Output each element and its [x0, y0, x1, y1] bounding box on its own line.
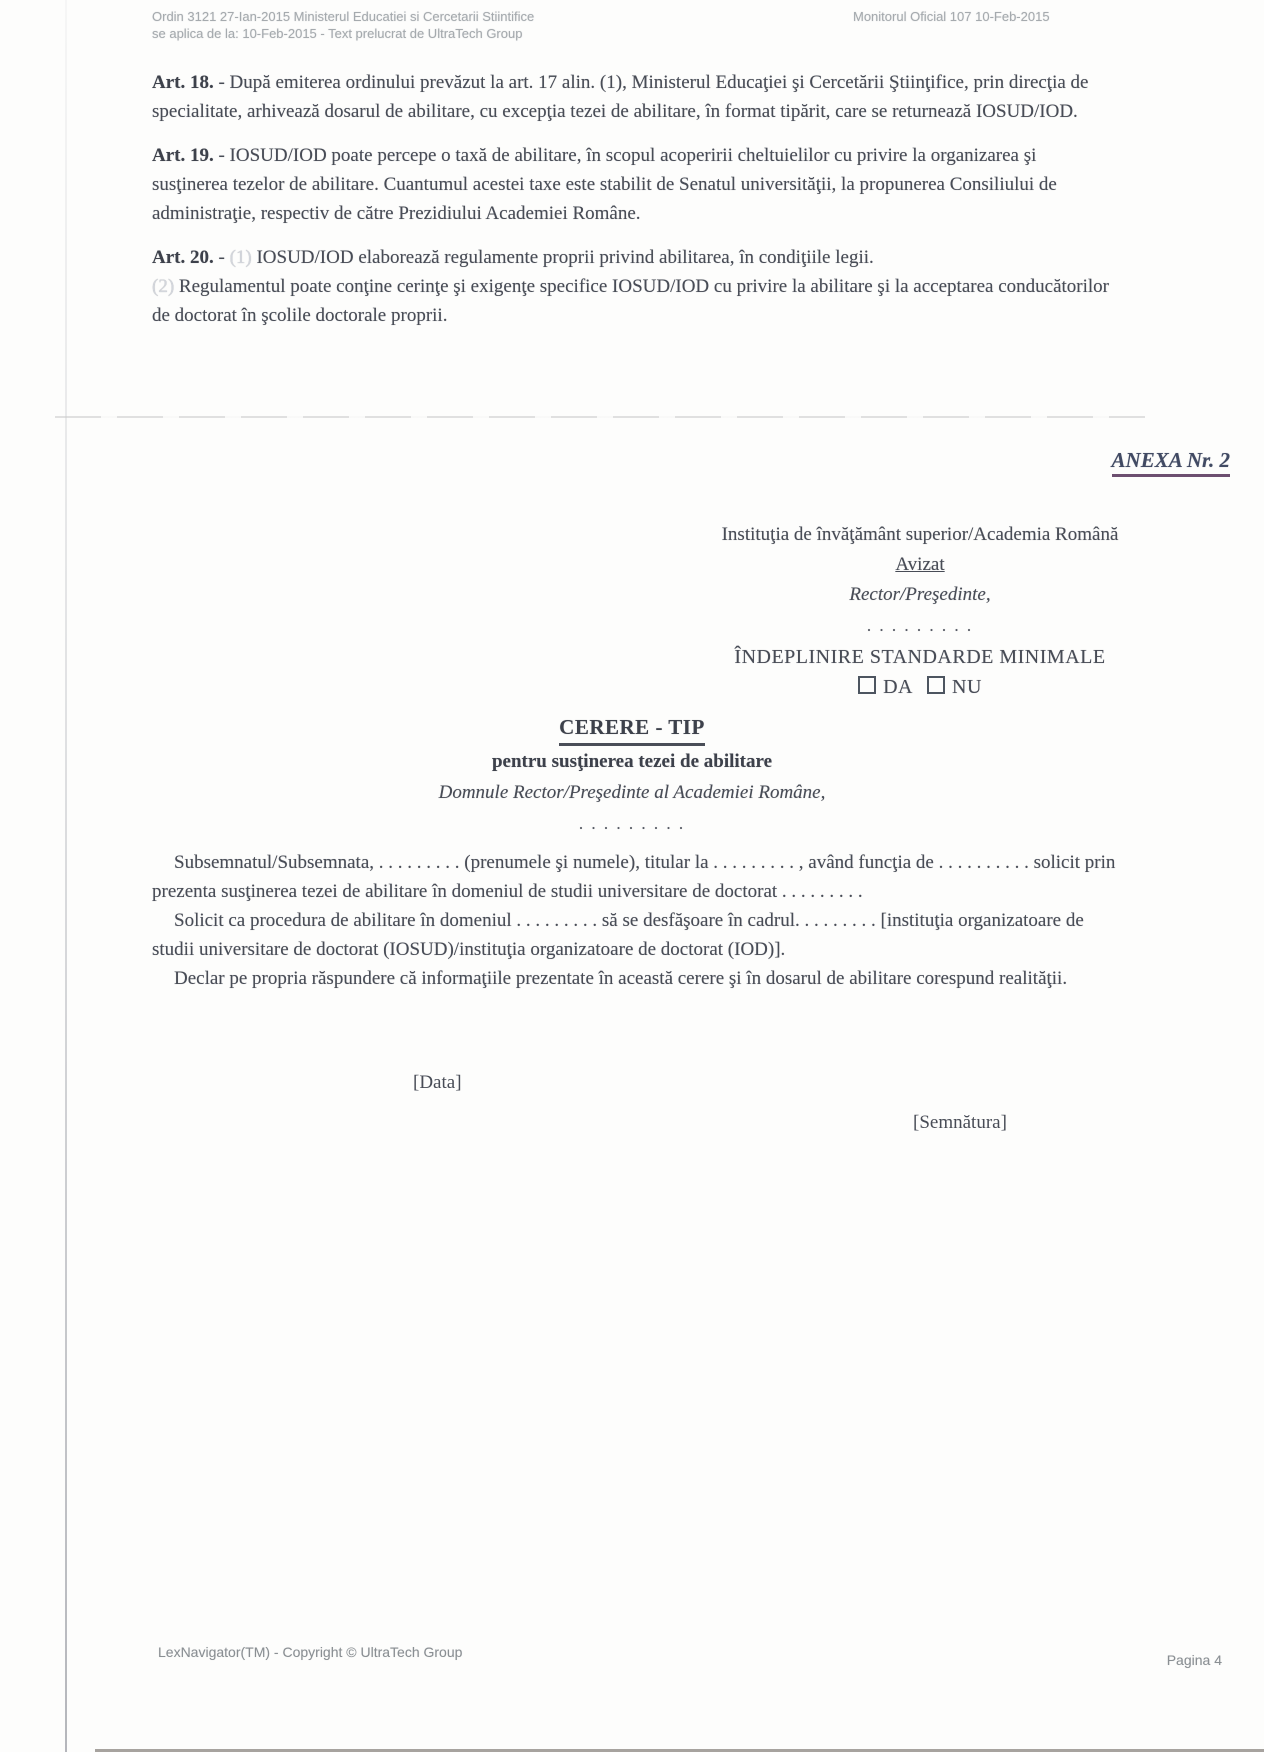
signature-placeholder: [Semnătura]: [913, 1112, 1007, 1133]
cerere-salutation: Domnule Rector/Preşedinte al Academiei Române,: [438, 782, 826, 803]
request-form-heading: [152, 712, 1112, 840]
article-19-label: Art. 19.: [152, 145, 214, 166]
nu-checkbox: [927, 676, 945, 694]
article-20-label: Art. 20.: [152, 247, 214, 268]
clause-2-text: Regulamentul poate conţine cerinţe şi exigenţe specifice IOSUD/IOD cu privire la abilitare şi la acceptarea conducătorilor de doctorat în şcolile doctorale proprii.: [152, 276, 1109, 326]
clause-2-marker: (2): [152, 276, 175, 297]
request-body: [152, 848, 1116, 993]
articles-section: [152, 68, 1112, 345]
article-18: [152, 68, 1112, 126]
cerere-title: CERERE - TIP: [559, 712, 705, 746]
header-monitor-info: Monitorul Oficial 107 10-Feb-2015: [853, 9, 1050, 24]
footer-copyright: LexNavigator(TM) - Copyright © UltraTech Group: [158, 1644, 463, 1660]
scan-edge-line: [65, 0, 67, 1752]
article-19: [152, 141, 1112, 228]
cerere-subtitle: pentru susţinerea tezei de abilitare: [491, 751, 773, 772]
cerere-dots: . . . . . . . . .: [578, 814, 686, 833]
date-placeholder: [Data]: [413, 1072, 462, 1093]
article-20-clause-2: [152, 272, 1112, 330]
header-document-info: [152, 8, 534, 42]
article-18-label: Art. 18.: [152, 72, 214, 93]
avizat-label: Avizat: [895, 554, 945, 575]
standards-line: ÎNDEPLINIRE STANDARDE MINIMALE: [734, 646, 1106, 668]
request-paragraph-3: Declar pe propria răspundere că informaţiile prezentate în această cerere şi în dosarul de abilitare corespund realităţii.: [174, 968, 1068, 989]
signature-dots: . . . . . . . . .: [866, 616, 974, 635]
approval-block: [600, 520, 1240, 702]
role-line: Rector/Preşedinte,: [849, 584, 991, 605]
article-20-clause-1: [152, 243, 1112, 272]
anexa-heading: [1112, 448, 1230, 477]
clause-1-marker: (1): [229, 247, 252, 268]
footer-page-number: Pagina 4: [1166, 1652, 1222, 1668]
da-checkbox: [858, 676, 876, 694]
request-paragraph-2: Solicit ca procedura de abilitare în domeniul . . . . . . . . . să se desfăşoare în cadrul. . . . . . . . . [instituţia organizatoare de studii universitare de doctorat (IOSUD)/instituţia organizatoare de doctorat (IOD)].: [152, 910, 1084, 960]
da-nu-checkbox-row: [600, 672, 1240, 702]
clause-1-text: IOSUD/IOD elaborează regulamente proprii privind abilitarea, în condiţiile legii.: [256, 247, 874, 268]
article-20-dash: -: [218, 247, 225, 268]
article-19-text: - IOSUD/IOD poate percepe o taxă de abilitare, în scopul acoperirii cheltuielilor cu privire la organizarea şi susţinerea tezelor de abilitare. Cuantumul acestei taxe este stabilit de Senatul universităţii, la propunerea Consiliului de administraţie, respectiv de către Prezidiului Academiei Române.: [152, 145, 1057, 224]
nu-label: NU: [952, 676, 982, 698]
anexa-title: ANEXA Nr. 2: [1112, 448, 1230, 477]
article-18-text: - După emiterea ordinului prevăzut la art. 17 alin. (1), Ministerul Educaţiei şi Cercetării Ştiinţifice, prin direcţia de specialitate, arhivează dosarul de abilitare, cu excepţia tezei de abilitare, în format tipărit, care se returnează IOSUD/IOD.: [152, 72, 1089, 122]
header-applies-line: se aplica de la: 10-Feb-2015 - Text prelucrat de UltraTech Group: [152, 26, 523, 41]
institution-line: Instituţia de învăţământ superior/Academia Română: [721, 524, 1119, 545]
da-label: DA: [883, 676, 913, 698]
header-order-line: Ordin 3121 27-Ian-2015 Ministerul Educatiei si Cercetarii Stiintifice: [152, 9, 535, 24]
request-paragraph-1: Subsemnatul/Subsemnata, . . . . . . . . . (prenumele şi numele), titular la . . . . . . . . . , având funcţia de . . . . . . . . . . solicit prin prezenta susţinerea tezei de abilitare în domeniul de studii universitare de doctorat . . . . . . . . .: [152, 852, 1116, 902]
section-divider-line: [55, 416, 1145, 418]
article-20: [152, 243, 1112, 330]
cerere-title-line: [152, 712, 1112, 746]
